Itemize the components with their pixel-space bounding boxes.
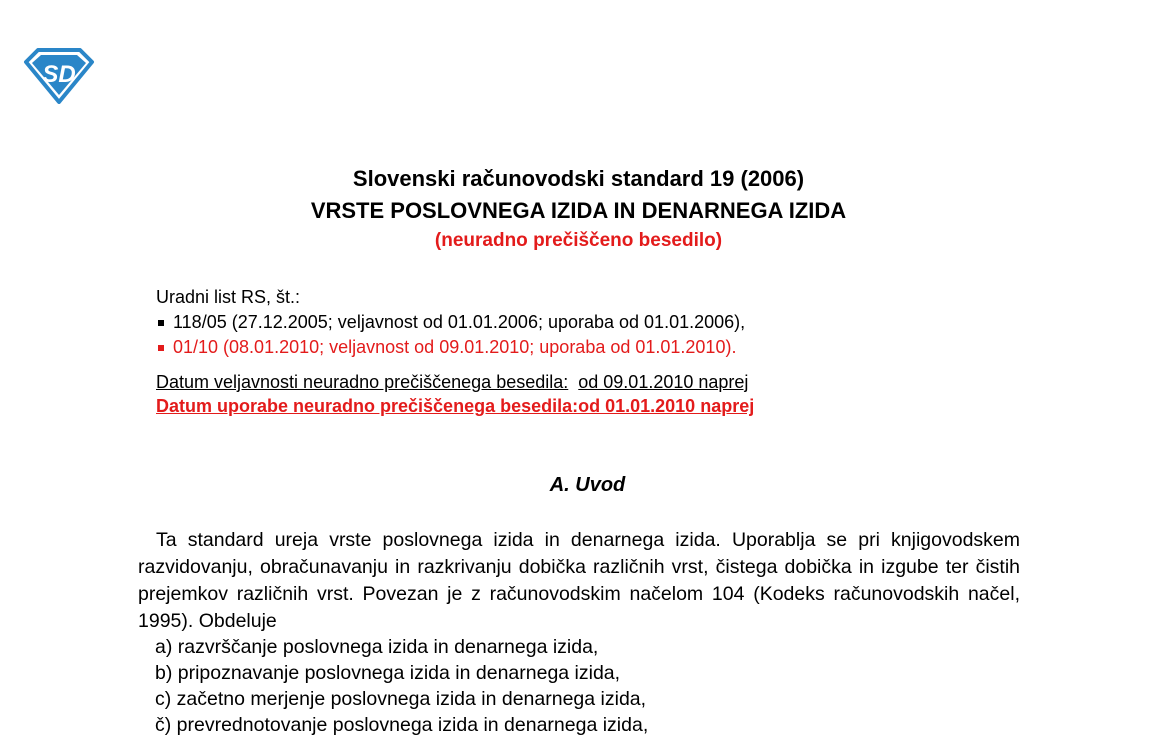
intro-paragraph: Ta standard ureja vrste poslovnega izida in denarnega izida. Uporablja se pri knjigovodskem razvidovanju, obračunavanju in razkrivanju dobička različnih vrst, čistega dobička in izgube ter čistih prejemkov različnih vrst. Povezan je z računovodskim načelom 104 (Kodeks računovodskih načel, 1995). Obdeluje [138, 529, 1020, 632]
bullet-square-icon [158, 345, 164, 351]
logo-text: SD [42, 61, 76, 88]
topics-list [155, 634, 648, 738]
gazette-entry-text: 118/05 (27.12.2005; veljavnost od 01.01.2006; uporaba od 01.01.2006), [173, 312, 746, 332]
document-subtitle: (neuradno prečiščeno besedilo) [434, 230, 723, 251]
section-heading: A. Uvod [549, 474, 626, 496]
gazette-list [156, 310, 745, 360]
list-item: č) prevrednotovanje poslovnega izida in denarnega izida, [155, 714, 649, 736]
validity-label: Datum veljavnosti neuradno prečiščenega besedila: [156, 372, 569, 392]
application-date-line: Datum uporabe neuradno prečiščenega besedila:od 01.01.2010 naprej [156, 396, 755, 416]
validity-value: od 09.01.2010 naprej [578, 372, 749, 392]
list-item: a) razvrščanje poslovnega izida in denarnega izida, [155, 636, 599, 658]
document-title: Slovenski računovodski standard 19 (2006) [352, 166, 805, 191]
document-subject: VRSTE POSLOVNEGA IZIDA IN DENARNEGA IZIDA [310, 198, 847, 223]
bullet-square-icon [158, 320, 164, 326]
list-item: b) pripoznavanje poslovnega izida in denarnega izida, [155, 662, 621, 684]
sd-shield-logo-icon [22, 48, 96, 104]
gazette-label: Uradni list RS, št.: [156, 287, 301, 307]
gazette-entry-text: 01/10 (08.01.2010; veljavnost od 09.01.2010; uporaba od 01.01.2010). [173, 337, 737, 357]
list-item: c) začetno merjenje poslovnega izida in denarnega izida, [155, 688, 647, 710]
gazette-entry [156, 335, 745, 360]
validity-date-line [156, 370, 748, 394]
gazette-entry [156, 310, 745, 335]
